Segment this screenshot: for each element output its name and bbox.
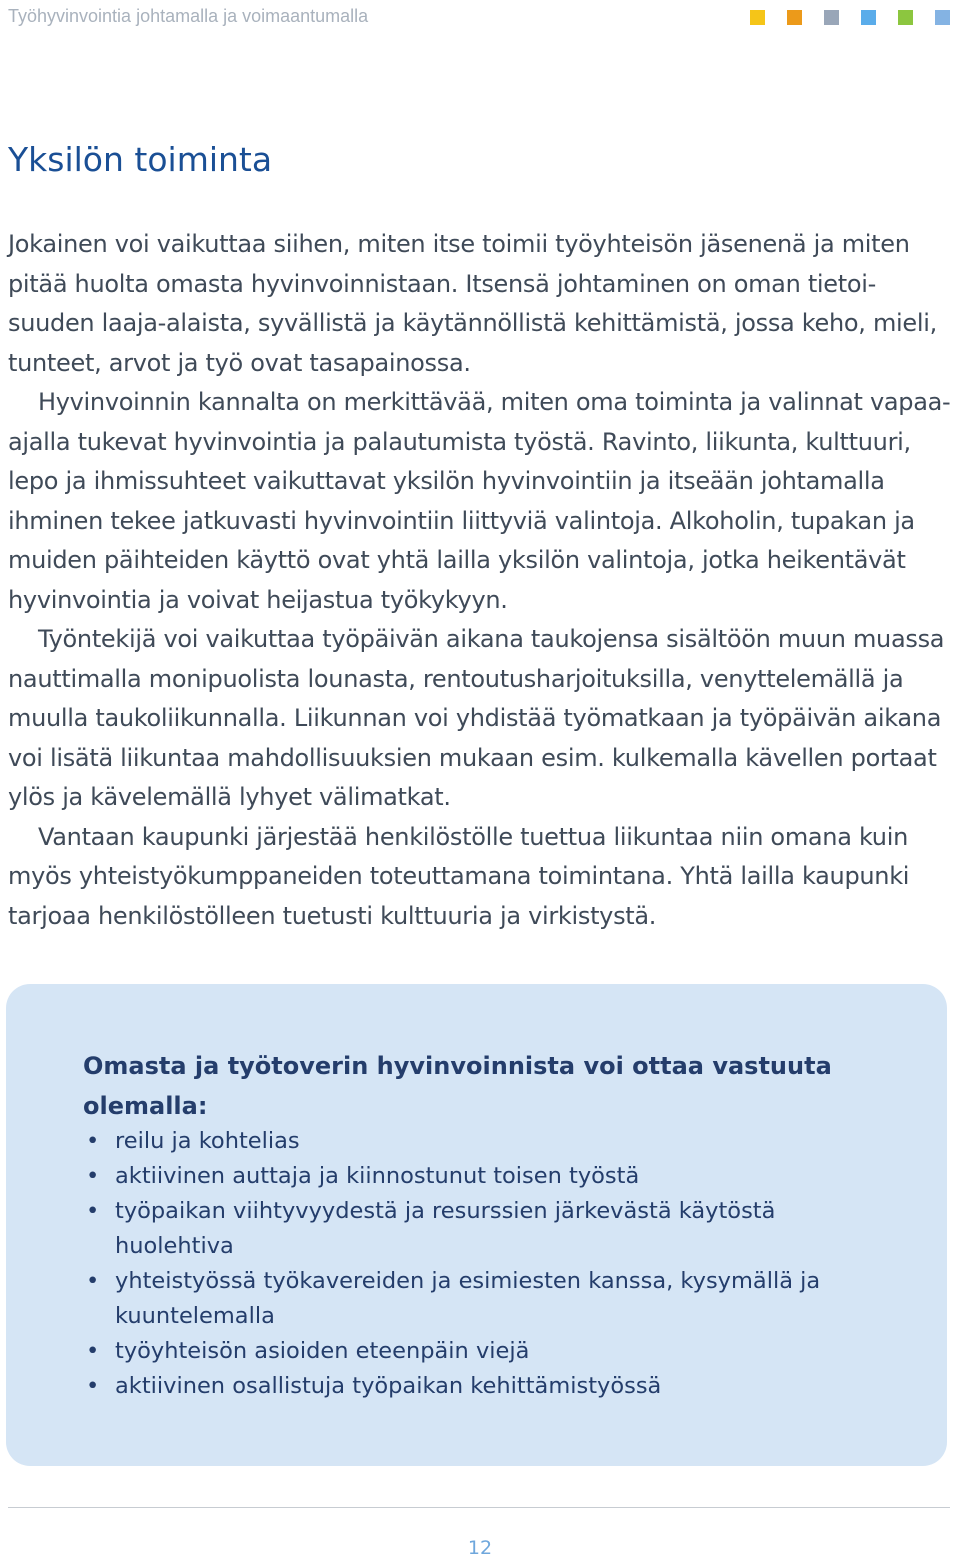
page-number: 12 xyxy=(467,1537,493,1559)
bullet-icon: • xyxy=(86,1128,100,1154)
color-swatch xyxy=(750,10,765,25)
bullet-icon: • xyxy=(86,1268,100,1294)
paragraph: Hyvinvoinnin kannalta on merkittävää, miten oma toiminta ja valinnat vapaa-ajalla tukevat hyvinvointia ja palautumista työstä. Ravinto, liikunta, kulttuuri, lepo ja ihmissuhteet vaikuttavat yksilön hyvinvointiin ja itseään johtamalla ihminen tekee jatkuvasti hyvinvointiin liittyviä valintoja. Alkoholin, tupakan ja muiden päihteiden käyttö ovat yhtä lailla yksilön valintoja, jotka heikentävät hyvinvointia ja voivat heijastua työkykyyn. xyxy=(8,388,951,614)
color-swatch xyxy=(935,10,950,25)
list-item xyxy=(83,1159,843,1194)
body-text xyxy=(8,225,952,936)
bullet-icon: • xyxy=(86,1373,100,1399)
paragraph: Vantaan kaupunki järjestää henkilöstölle tuettua liikuntaa niin omana kuin myös yhteistyökumppaneiden toteuttamana toimintana. Yhtä lailla kaupunki tarjoaa henkilöstölleen tuetusti kulttuuria ja virkistystä. xyxy=(8,822,910,930)
paragraph: Jokainen voi vaikuttaa siihen, miten itse toimii työyhteisön jäsenenä ja miten pitää huolta omasta hyvinvoinnistaan. Itsensä johtaminen on oman tietoisuuden laaja-alaista, syvällistä ja käytännöllistä kehittämistä, jossa keho, mieli, tunteet, arvot ja työ ovat tasapainossa. xyxy=(8,230,937,377)
color-swatch xyxy=(824,10,839,25)
bullet-icon: • xyxy=(86,1163,100,1189)
list-item xyxy=(83,1194,843,1264)
color-swatch xyxy=(898,10,913,25)
list-item xyxy=(83,1369,843,1404)
color-swatches xyxy=(750,10,950,25)
list-item-text: aktiivinen osallistuja työpaikan kehittämistyössä xyxy=(115,1373,662,1399)
list-item xyxy=(83,1124,843,1159)
list-item xyxy=(83,1264,843,1334)
list-item-text: yhteistyössä työkavereiden ja esimiesten kanssa, kysymällä ja kuuntelemalla xyxy=(115,1268,821,1329)
list-item-text: aktiivinen auttaja ja kiinnostunut toisen työstä xyxy=(115,1163,640,1189)
list-item xyxy=(83,1334,843,1369)
running-header: Työhyvinvointia johtamalla ja voimaantumalla xyxy=(8,6,369,26)
bullet-icon: • xyxy=(86,1198,100,1224)
page-title: Yksilön toiminta xyxy=(8,140,273,179)
info-box xyxy=(6,984,947,1466)
info-box-list xyxy=(83,1124,843,1404)
list-item-text: työpaikan viihtyvyydestä ja resurssien järkevästä käytöstä huolehtiva xyxy=(115,1198,776,1259)
color-swatch xyxy=(861,10,876,25)
bullet-icon: • xyxy=(86,1338,100,1364)
paragraph: Työntekijä voi vaikuttaa työpäivän aikana taukojensa sisältöön muun muassa nauttimalla monipuolista lounasta, rentoutusharjoituksilla, venyttelemällä ja muulla taukoliikunnalla. Liikunnan voi yhdistää työmatkaan ja työpäivän aikana voi lisätä liikuntaa mahdollisuuksien mukaan esim. kulkemalla kävellen portaat ylös ja kävelemällä lyhyet välimatkat. xyxy=(8,625,945,811)
list-item-text: reilu ja kohtelias xyxy=(115,1128,300,1154)
list-item-text: työyhteisön asioiden eteenpäin viejä xyxy=(115,1338,530,1364)
info-box-heading: Omasta ja työtoverin hyvinvoinnista voi ottaa vastuuta olemalla: xyxy=(83,1052,832,1120)
footer-divider xyxy=(8,1507,950,1508)
color-swatch xyxy=(787,10,802,25)
